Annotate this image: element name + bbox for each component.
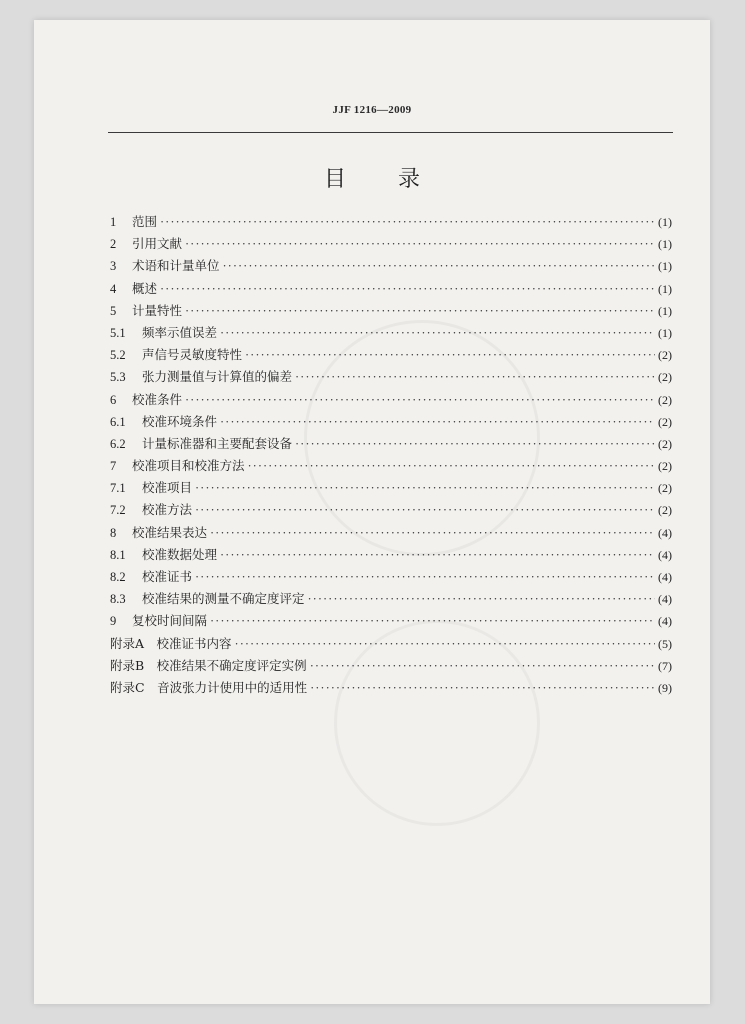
toc-dot-leader (220, 415, 655, 430)
toc-dot-leader (248, 459, 655, 474)
toc-dot-leader (185, 237, 655, 252)
toc-entry-number: 7 (110, 459, 117, 474)
toc-dot-leader (295, 437, 655, 452)
toc-entry-page: (2) (658, 392, 672, 407)
toc-dot-leader (195, 570, 655, 585)
toc-entry-title: 校准方法 (142, 502, 193, 518)
document-code: JJF 1216—2009 (332, 104, 412, 116)
toc-title (34, 162, 710, 193)
toc-entry-title: 频率示值误差 (142, 324, 218, 340)
toc-entry[interactable] (110, 478, 672, 500)
toc-entry-page: (4) (658, 592, 672, 607)
toc-entry-title: 校准项目 (142, 480, 193, 496)
document-page (34, 20, 710, 1004)
toc-entry-page: (7) (658, 658, 672, 673)
toc-entry[interactable] (110, 434, 672, 456)
toc-entry[interactable] (110, 212, 672, 234)
toc-entry-number: 6 (110, 392, 117, 407)
toc-dot-leader (195, 481, 655, 496)
toc-entry-title: 校准条件 (132, 391, 183, 407)
toc-entry-title: 计量特性 (132, 302, 183, 318)
toc-entry-number: 8.1 (110, 547, 126, 562)
toc-dot-leader (310, 681, 655, 696)
toc-dot-leader (310, 659, 655, 674)
header-rule (108, 132, 673, 133)
toc-entry-title: 复校时间间隔 (132, 613, 208, 629)
toc-entry-number: 5.3 (110, 370, 126, 385)
toc-entry-page: (4) (658, 525, 672, 540)
toc-entry-title: 引用文献 (132, 236, 183, 252)
toc-entry[interactable] (110, 323, 672, 345)
toc-entry[interactable] (110, 367, 672, 389)
toc-entry-page: (2) (658, 503, 672, 518)
toc-entry-title: 术语和计量单位 (132, 258, 220, 274)
toc-entry-number: 9 (110, 614, 117, 629)
toc-entry-number: 5.1 (110, 325, 126, 340)
toc-dot-leader (210, 614, 655, 629)
toc-entry-title: 范围 (132, 214, 158, 229)
toc-entry-page: (4) (658, 547, 672, 562)
toc-entry[interactable] (110, 678, 672, 700)
toc-entry-title: 附录C 音波张力计使用中的适用性 (110, 679, 308, 695)
toc-dot-leader (295, 370, 655, 385)
toc-dot-leader (223, 259, 655, 274)
toc-entry[interactable] (110, 256, 672, 278)
toc-dot-leader (160, 282, 655, 297)
toc-entry-title: 校准环境条件 (142, 413, 218, 429)
toc-entry-page: (1) (658, 303, 672, 318)
toc-entry-number: 7.1 (110, 481, 126, 496)
toc-dot-leader (220, 548, 655, 563)
toc-dot-leader (220, 326, 655, 341)
toc-entry-number: 7.2 (110, 503, 126, 518)
toc-entry[interactable] (110, 589, 672, 611)
toc-entry-number: 8.2 (110, 570, 126, 584)
toc-entry-title: 概述 (132, 280, 158, 296)
toc-entry-title: 计量标准器和主要配套设备 (142, 435, 293, 451)
toc-entry-page: (1) (658, 215, 672, 229)
toc-entry-number: 1 (110, 215, 117, 229)
toc-entry-page: (2) (658, 414, 672, 429)
toc-entry-title: 声信号灵敏度特性 (142, 347, 243, 363)
toc-entry-title: 张力测量值与计算值的偏差 (142, 369, 293, 385)
toc-entry-title: 校准数据处理 (142, 546, 218, 562)
toc-entry-number: 8.3 (110, 592, 126, 607)
toc-entry-title: 校准结果表达 (132, 524, 208, 540)
toc-entry-title: 校准项目和校准方法 (132, 458, 245, 474)
toc-entry[interactable] (110, 656, 672, 678)
toc-entry[interactable] (110, 611, 672, 633)
toc-entry-page: (2) (658, 370, 672, 385)
toc-entry-number: 6.1 (110, 414, 126, 429)
toc-title-char: 目 (323, 167, 346, 192)
toc-entry-page: (1) (658, 259, 672, 274)
toc-entry-page: (1) (658, 237, 672, 252)
table-of-contents (110, 212, 672, 700)
toc-dot-leader (185, 304, 655, 319)
toc-entry-number: 5 (110, 303, 117, 318)
toc-dot-leader (210, 526, 655, 541)
toc-entry-page: (4) (658, 614, 672, 629)
toc-entry-page: (9) (658, 680, 672, 695)
toc-entry[interactable] (110, 345, 672, 367)
toc-entry[interactable] (110, 634, 672, 656)
toc-entry-page: (2) (658, 348, 672, 363)
toc-dot-leader (185, 393, 655, 408)
toc-entry-page: (5) (658, 636, 672, 651)
toc-entry-number: 4 (110, 281, 117, 296)
toc-entry[interactable] (110, 412, 672, 434)
toc-entry-title: 附录B 校准结果不确定度评定实例 (110, 657, 307, 673)
toc-dot-leader (308, 592, 655, 607)
toc-entry-number: 6.2 (110, 436, 126, 451)
toc-entry[interactable] (110, 390, 672, 412)
toc-entry-number: 8 (110, 525, 117, 540)
toc-entry[interactable] (110, 456, 672, 478)
toc-entry[interactable] (110, 567, 672, 589)
toc-entry-title: 校准结果的测量不确定度评定 (142, 591, 305, 607)
toc-title-char: 录 (398, 167, 421, 192)
toc-entry-page: (1) (658, 325, 672, 340)
toc-entry[interactable] (110, 523, 672, 545)
toc-dot-leader (245, 348, 655, 363)
toc-entry-page: (2) (658, 481, 672, 496)
toc-entry-page: (2) (658, 459, 672, 474)
toc-entry[interactable] (110, 279, 672, 301)
toc-entry-number: 2 (110, 237, 117, 252)
toc-entry-number: 5.2 (110, 348, 126, 363)
toc-entry-number: 3 (110, 259, 117, 274)
toc-dot-leader (235, 637, 655, 652)
toc-entry[interactable] (110, 545, 672, 567)
toc-entry[interactable] (110, 301, 672, 323)
toc-entry[interactable] (110, 234, 672, 256)
toc-entry[interactable] (110, 500, 672, 522)
toc-entry-page: (1) (658, 281, 672, 296)
toc-dot-leader (195, 503, 655, 518)
toc-entry-page: (4) (658, 570, 672, 584)
toc-dot-leader (160, 215, 655, 230)
toc-entry-page: (2) (658, 436, 672, 451)
toc-entry-title: 校准证书 (142, 569, 193, 584)
toc-entry-title: 附录A 校准证书内容 (110, 635, 232, 651)
